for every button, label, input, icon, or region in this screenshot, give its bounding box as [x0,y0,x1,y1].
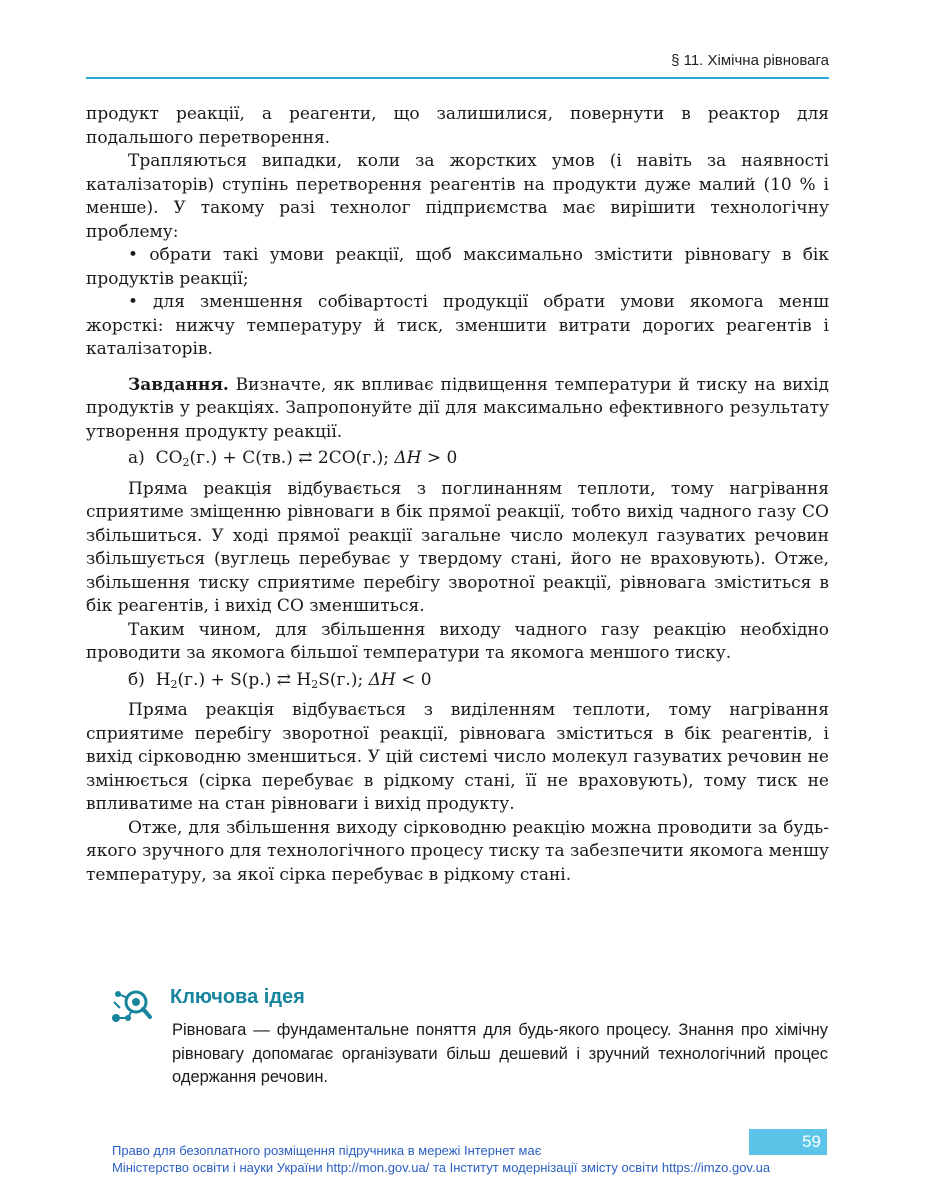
footer-line: Міністерство освіти і науки України http://mon.gov.ua/ та Інститут модернізації змісту освіти https://imzo.gov.ua [112,1160,771,1175]
paragraph: Пряма реакція відбувається з виділенням теплоти, тому нагрівання сприятиме перебігу зворотної реакції, рівновага зміститься в бік реагентів, і вихід сірководню зменшиться. У цій системі число молекул газуватих речовин не змінюється (сірка перебуває в рідкому стані, її не враховують), тому тиск не впливатиме на стан рівноваги і вихід продукту. [86,700,829,814]
paragraph: Пряма реакція відбувається з поглинанням теплоти, тому нагрівання сприятиме зміщенню рівноваги в бік прямої реакції, тобто вихід чадного газу CO збільшиться. У ході прямої реакції загальне число молекул газуватих речовин збільшується (вуглець перебуває у твердому стані, його не враховують). Отже, збільшення тиску сприятиме перебігу зворотної реакції, рівновага зміститься в бік реагентів, і вихід CO зменшиться. [86,478,829,616]
page-number: 59 [802,1132,821,1151]
key-idea-text: Рівновага — фундаментальне поняття для будь-якого процесу. Знання про хімічну рівновагу допомагає організувати більш дешевий і зручний технологічний процес одержання речовин. [172,1021,828,1086]
key-idea-title: Ключова ідея [170,986,305,1008]
task-paragraph [86,374,829,445]
key-idea-icon [110,984,154,1028]
equation-b: б) $H_2(г.) + S(р.)$ ⇄ $H_2S(г.)$; ΔH < 0 [128,669,432,691]
footer-line: Право для безоплатного розміщення підручника в мережі Інтернет має [112,1143,542,1158]
equation-a: а) $CO_2(г.) + C(тв.)$ ⇄ 2CO(г.); ΔH > 0 [128,448,458,469]
running-header: § 11. Хімічна рівновага [671,52,829,69]
paragraph: продукт реакції, а реагенти, що залишилися, повернути в реактор для подальшого перетворення. [86,104,829,148]
task-text: Визначте, як впливає підвищення температури й тиску на вихід продуктів у реакціях. Запропонуйте дії для максимально ефективного результату утворення продукту реакції. [86,374,829,442]
main-text [86,103,829,887]
header-rule [86,77,829,79]
equilibrium-arrow-icon: ⇄ [298,448,313,468]
paragraph: Отже, для збільшення виходу сірководню реакцію можна проводити за будь-якого зручного для технологічного процесу тиску та забезпечити якомога меншу температуру, за якої сірка перебуває в рідкому стані. [86,817,829,885]
paragraph: Таким чином, для збільшення виходу чадного газу реакцію необхідно проводити за якомога більшої температури та якомога меншого тиску. [86,619,829,663]
paragraph: Трапляються випадки, коли за жорстких умов (і навіть за наявності каталізаторів) ступінь перетворення реагентів на продукти дуже малий (10 % і менше). У такому разі технолог підприємства має вирішити технологічну проблему: [86,151,829,242]
bullet-item: • обрати такі умови реакції, щоб максимально змістити рівновагу в бік продуктів реакції; [86,245,829,289]
footer [112,1142,770,1176]
equilibrium-arrow-icon: ⇄ [276,669,292,690]
bullet-item: • для зменшення собівартості продукції обрати умови якомога менш жорсткі: нижчу температуру й тиск, зменшити витрати дорогих реагентів і каталізаторів. [86,292,829,359]
task-label: Завдання. [128,374,229,395]
